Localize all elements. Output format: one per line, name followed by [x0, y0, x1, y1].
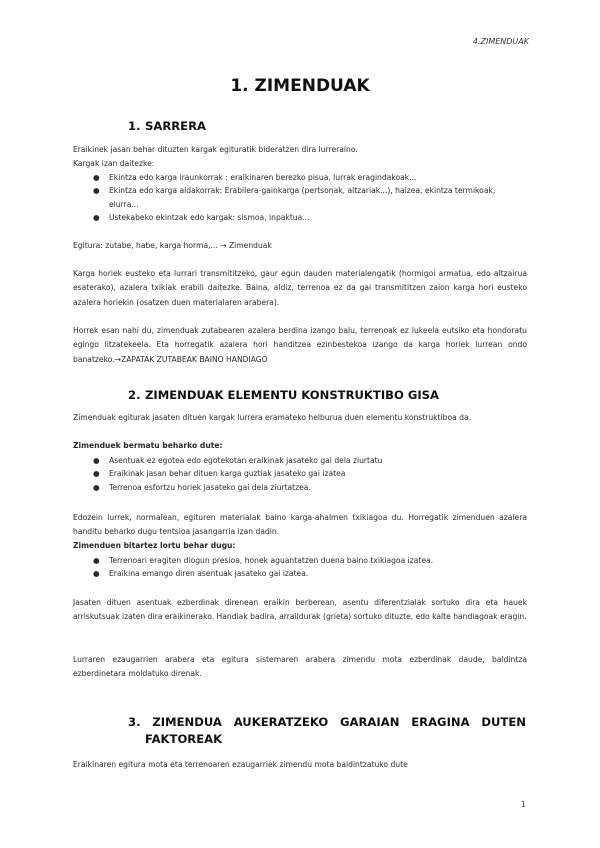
section-1-heading: [128, 119, 206, 133]
section-3-heading: [128, 715, 526, 746]
list-item-text: Terrenoari eragiten diogun presioa, honek aguantatzen duena baino txikiagoa izatea.: [109, 556, 434, 565]
paragraph: Lurraren ezaugarrien arabera eta egitura sistemaren arabera zimendu mota ezberdinak daude, baldintza ezberdinetara moldatuko direnak.: [73, 655, 527, 679]
bullet-list: [73, 171, 527, 225]
section-number: 2.: [128, 388, 141, 402]
section-2-heading: [128, 388, 439, 402]
list-item-text: Ustekabeko ekintzak edo kargak: sismoa, inpaktua...: [109, 213, 310, 223]
list-item: [73, 554, 527, 567]
section-title-word: AUKERATZEKO: [233, 715, 329, 729]
paragraph: Edozein lurrek, normalean, egituren materialak baino karga-ahalmen txikiagoa du. Horregatik zimenduen azalera handitu beharko dugu tentsioa jasangarria izan dadin.: [73, 513, 527, 537]
section-title-word: GARAIAN: [340, 715, 400, 729]
bullet-list: [73, 454, 527, 494]
paragraph: Horrek esan nahi du, zimenduak zutabearen azalera berdina izango balu, terrenoak ez lukeela eutsiko eta hondoratu egingo litzatekeela. Eta horregatik azalera hori handitzea ezinbestekoa izango da karga horiek lurrean ondo banatzeko.→ZAPATAK ZUTABEAK BAINO HANDIAGO: [73, 326, 527, 364]
bullet-icon: ●: [93, 469, 100, 479]
text-line: Eraikinek jasan behar dituzten kargak egituratik bideratzen dira lurreraino.: [73, 145, 358, 154]
list-item: [73, 211, 527, 224]
section-title: ZIMENDUAK ELEMENTU KONSTRUKTIBO GISA: [145, 388, 440, 402]
list-item: [73, 481, 527, 494]
paragraph: Karga horiek eusteko eta lurrari transmititzeko, gaur egun dauden materialengatik (hormigoi armatua, edo altzairua esaterako), azalera txikiak erabili daitezke. Baina, aldiz, terrenoa ez da gai transmititzen zaion karga hori eusteko azalera horiekin (osatzen duen materialaren arabera).: [73, 269, 527, 307]
section-title-line2: FAKTOREAK: [145, 732, 223, 746]
list-item: [73, 467, 527, 480]
paragraph: Zimenduak egiturak jasaten dituen kargak lurrera eramateko helburua duen elementu konstruktiboa da.: [73, 413, 472, 422]
subheading: Zimenduen bitartez lortu behar dugu:: [73, 541, 236, 550]
bullet-icon: ●: [93, 482, 100, 492]
list-item-text: Ekintza edo karga iraunkorrak : eraikinaren berezko pisua, lurrak eragindakoak...: [109, 173, 417, 182]
section-title-word: ZIMENDUA: [152, 715, 222, 729]
list-item-text: Terrenoa esfortzu horiek jasateko gai dela ziurtatzea.: [109, 482, 311, 492]
bullet-icon: ●: [93, 456, 100, 465]
page-title: 1. ZIMENDUAK: [230, 76, 370, 96]
list-item-text: Asentuak ez egotea edo egotekotan eraikinak jasateko gai dela ziurtatu: [109, 456, 383, 465]
text-line: Kargak izan daitezke:: [73, 159, 155, 169]
section-title: SARRERA: [145, 119, 206, 133]
subheading: Zimenduek bermatu beharko dute:: [73, 441, 223, 450]
section-number: 1.: [128, 119, 141, 133]
list-item-text: Ekintza edo karga aldakorrak: Erabilera-gainkarga (pertsonak, altzariak...), haizea, ekintza termikoak, elurra...: [109, 186, 496, 209]
list-item: [73, 184, 527, 211]
section-title-word: DUTEN: [481, 715, 526, 729]
section-number: 3.: [128, 715, 141, 729]
bullet-icon: ●: [93, 556, 100, 565]
section-title-word: ERAGINA: [411, 715, 470, 729]
bullet-list: [73, 554, 527, 581]
list-item: [73, 454, 527, 467]
bullet-icon: ●: [93, 213, 100, 223]
paragraph: [73, 143, 527, 172]
running-header: 4.ZIMENDUAK: [472, 37, 529, 46]
list-item: [73, 567, 527, 580]
paragraph: Jasaten dituen asentuak ezberdinak direnean eraikin berberean, asentu diferentzialak sortuko dira eta hauek arriskutsuak izaten dira eraikinerako. Handiak badira, arraildurak (grieta) sortuko dituzte, edo kalte handiagoak eragin.: [73, 598, 527, 622]
page-number: 1: [520, 800, 526, 809]
bullet-icon: ●: [93, 173, 100, 182]
list-item: [73, 171, 527, 184]
paragraph: Egitura: zutabe, habe, karga horma,... → Zimenduak: [73, 241, 272, 250]
list-item-text: Eraikinak jasan behar dituen karga guztiak jasateko gai izatea: [109, 469, 346, 479]
bullet-icon: ●: [93, 186, 100, 196]
bullet-icon: ●: [93, 569, 100, 579]
list-item-text: Eraikina emango diren asentuak jasateko gai izatea.: [109, 569, 309, 579]
paragraph: Eraikinaren egitura mota eta terrenoaren ezaugarriek zimendu mota baldintzatuko dute: [73, 760, 408, 769]
